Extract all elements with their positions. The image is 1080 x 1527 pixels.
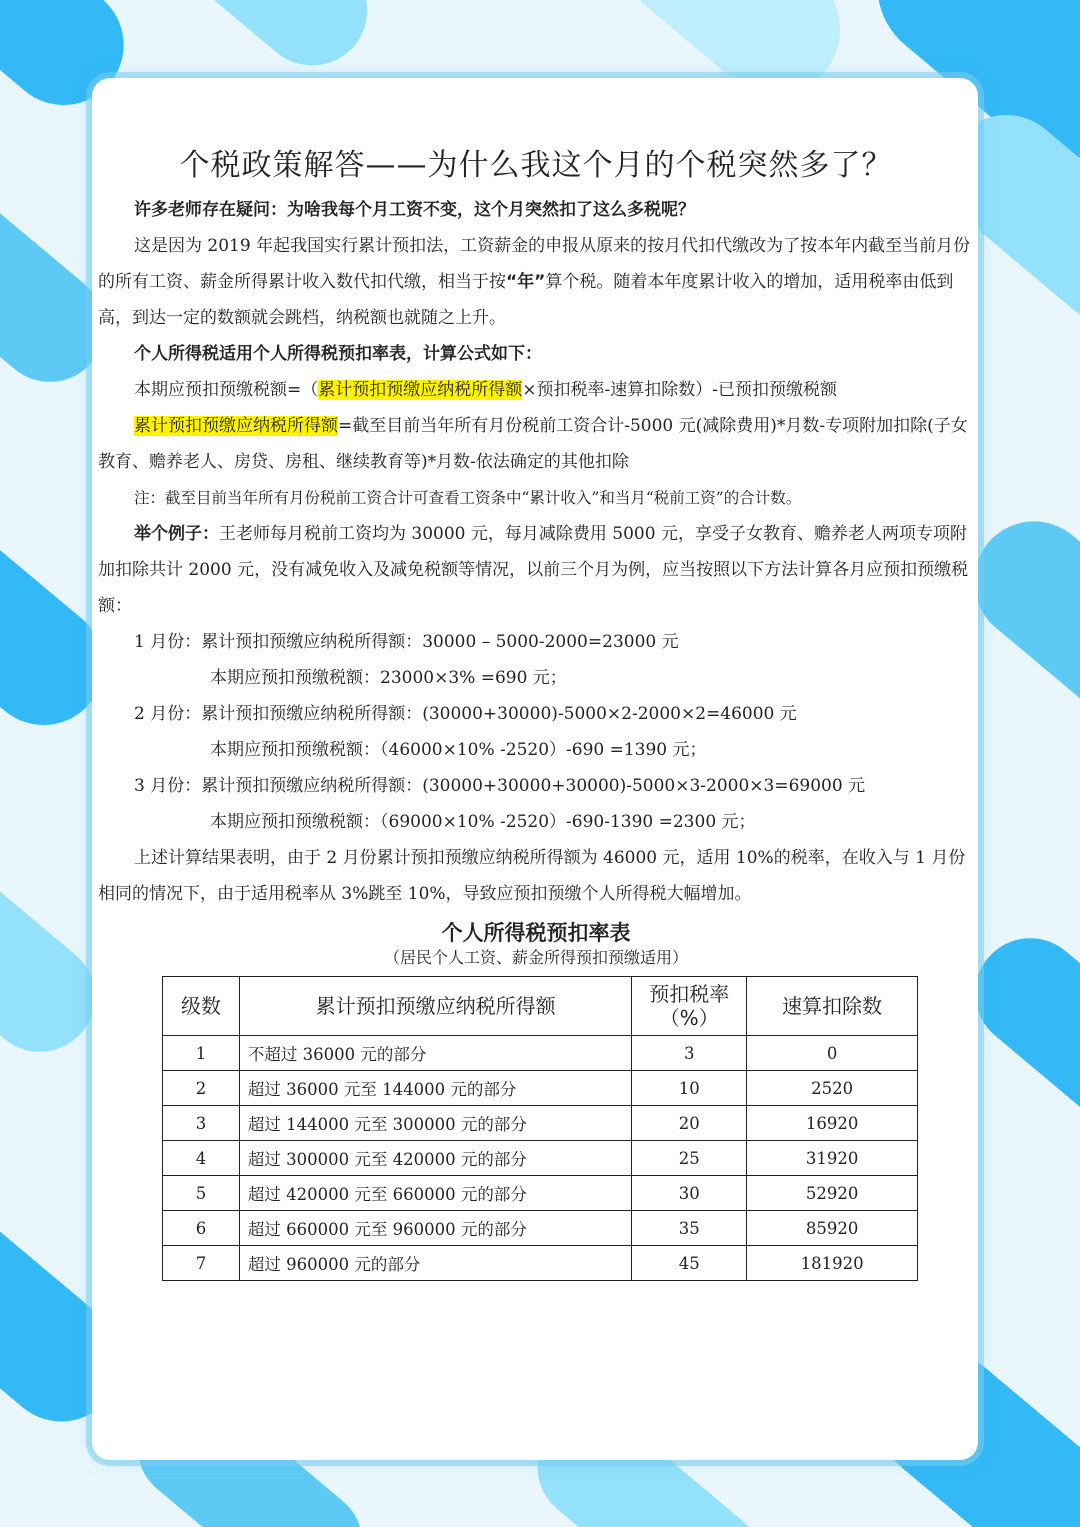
cell-deduction: 16920 <box>747 1106 918 1141</box>
cell-income: 超过 660000 元至 960000 元的部分 <box>239 1211 631 1246</box>
cell-income: 超过 144000 元至 300000 元的部分 <box>239 1106 631 1141</box>
month-1-line2: 本期应预扣预缴税额：23000×3% =690 元； <box>210 668 567 688</box>
cell-income: 超过 420000 元至 660000 元的部分 <box>239 1176 631 1211</box>
cell-deduction: 31920 <box>747 1141 918 1176</box>
header-deduction: 速算扣除数 <box>747 977 918 1036</box>
cell-deduction: 0 <box>747 1036 918 1071</box>
highlight: 累计预扣预缴应纳税所得额 <box>318 380 523 400</box>
cell-deduction: 2520 <box>747 1071 918 1106</box>
cell-income: 超过 36000 元至 144000 元的部分 <box>239 1071 631 1106</box>
cell-level: 4 <box>163 1141 240 1176</box>
cell-rate: 25 <box>632 1141 747 1176</box>
month-3-line1: 3 月份：累计预扣预缴应纳税所得额：(30000+30000+30000)-5000×3-2000×3=69000 元 <box>134 776 866 796</box>
page-title: 个税政策解答——为什么我这个月的个税突然多了？ <box>179 148 893 183</box>
table-row <box>163 1106 918 1141</box>
month-2-line1: 2 月份：累计预扣预缴应纳税所得额：(30000+30000)-5000×2-2000×2=46000 元 <box>134 704 797 724</box>
question: 许多老师存在疑问：为啥我每个月工资不变，这个月突然扣了这么多税呢？ <box>134 200 695 220</box>
header-rate: 预扣税率（%） <box>632 977 747 1036</box>
header-level: 级数 <box>163 977 240 1036</box>
cell-level: 6 <box>163 1211 240 1246</box>
highlight: 累计预扣预缴应纳税所得额 <box>134 416 338 436</box>
table-row <box>163 1141 918 1176</box>
tax-rate-table <box>162 976 918 1281</box>
document-body <box>98 140 974 1281</box>
table-row <box>163 1176 918 1211</box>
cell-rate: 35 <box>632 1211 747 1246</box>
formula-heading: 个人所得税适用个人所得税预扣率表，计算公式如下： <box>134 344 542 364</box>
cell-level: 7 <box>163 1246 240 1281</box>
cell-rate: 45 <box>632 1246 747 1281</box>
note: 注：截至目前当年所有月份税前工资合计可查看工资条中“累计收入”和当月“税前工资”的合计数。 <box>134 489 802 507</box>
cell-deduction: 52920 <box>747 1176 918 1211</box>
cell-level: 2 <box>163 1071 240 1106</box>
table-row <box>163 1246 918 1281</box>
formula-2: 累计预扣预缴应纳税所得额=截至目前当年所有月份税前工资合计-5000 元(减除费用)*月数-专项附加扣除(子女教育、赡养老人、房贷、房租、继续教育等)*月数-依法确定的其他扣除 <box>98 416 968 472</box>
month-2-line2: 本期应预扣预缴税额：（46000×10% -2520）-690 =1390 元； <box>210 740 707 760</box>
example-paragraph: 举个例子：王老师每月税前工资均为 30000 元，每月减除费用 5000 元，享受子女教育、赡养老人两项专项附加扣除共计 2000 元，没有减免收入及减免税额等情况，以前三个月为例，应当按照以下方法计算各月应预扣预缴税额： <box>98 524 969 616</box>
cell-level: 1 <box>163 1036 240 1071</box>
cell-income: 超过 960000 元的部分 <box>239 1246 631 1281</box>
month-3-line2: 本期应预扣预缴税额：（69000×10% -2520）-690-1390 =2300 元； <box>210 812 756 832</box>
conclusion-paragraph: 上述计算结果表明，由于 2 月份累计预扣预缴应纳税所得额为 46000 元，适用 10%的税率，在收入与 1 月份相同的情况下，由于适用税率从 3%跳至 10%，导致应预扣预缴个人所得税大幅增加。 <box>98 848 966 904</box>
table-header-row <box>163 977 918 1036</box>
table-row <box>163 1071 918 1106</box>
cell-income: 不超过 36000 元的部分 <box>239 1036 631 1071</box>
cell-level: 5 <box>163 1176 240 1211</box>
cell-income: 超过 300000 元至 420000 元的部分 <box>239 1141 631 1176</box>
table-subtitle: （居民个人工资、薪金所得预扣预缴适用） <box>383 948 688 967</box>
table-title: 个人所得税预扣率表 <box>441 921 631 945</box>
cell-level: 3 <box>163 1106 240 1141</box>
cell-rate: 20 <box>632 1106 747 1141</box>
cell-rate: 3 <box>632 1036 747 1071</box>
intro-paragraph: 这是因为 2019 年起我国实行累计预扣法，工资薪金的申报从原来的按月代扣代缴改为了按本年内截至当前月份的所有工资、薪金所得累计收入数代扣代缴，相当于按“年”算个税。随着本年度累计收入的增加，适用税率由低到高，到达一定的数额就会跳档，纳税额也就随之上升。 <box>98 236 971 328</box>
cell-deduction: 181920 <box>747 1246 918 1281</box>
cell-rate: 30 <box>632 1176 747 1211</box>
formula-1: 本期应预扣预缴税额=（累计预扣预缴应纳税所得额×预扣税率-速算扣除数）-已预扣预缴税额 <box>134 380 837 400</box>
table-row <box>163 1211 918 1246</box>
cell-deduction: 85920 <box>747 1211 918 1246</box>
month-1-line1: 1 月份：累计预扣预缴应纳税所得额：30000 – 5000-2000=23000 元 <box>134 632 679 652</box>
header-income: 累计预扣预缴应纳税所得额 <box>239 977 631 1036</box>
cell-rate: 10 <box>632 1071 747 1106</box>
table-row <box>163 1036 918 1071</box>
